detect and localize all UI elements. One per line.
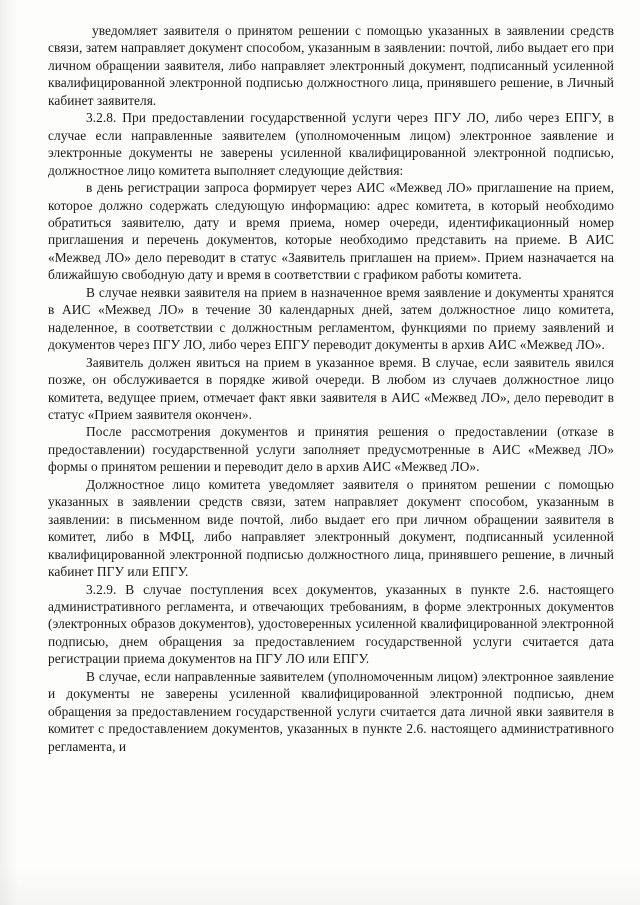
paragraph-official-notifies: Должностное лицо комитета уведомляет заявителя о принятом решении с помощью указанных в заявлении средств связи, затем направляет документ способом, указанным в заявлении: в письменном виде почтой, либо выдает его при личном обращении заявителя в комитет, либо в МФЦ, либо направляет электронный документ, подписанный усиленной квалифицированной электронной подписью должностного лица, принявшего решение, в личный кабинет ПГУ или ЕПГУ. [48,476,614,580]
paragraph-notification: уведомляет заявителя о принятом решении с помощью указанных в заявлении средств связи, затем направляет документ способом, указанным в заявлении: почтой, либо выдает его при личном обращении заявителя, либо направляет электронный документ, подписанный усиленной квалифицированной электронной подписью должностного лица, принявшего решение, в Личный кабинет заявителя. [48,23,614,108]
document-body [48,22,614,755]
paragraph-3-2-9: 3.2.9. В случае поступления всех документов, указанных в пункте 2.6. настоящего административного регламента, и отвечающих требованиям, в форме электронных документов (электронных образов документов), удостоверенных усиленной квалифицированной электронной подписью, днем обращения за предоставлением государственной услуги считается дата регистрации приема документов на ПГУ ЛО или ЕПГУ. [48,581,614,667]
paragraph-appearance: Заявитель должен явиться на прием в указанное время. В случае, если заявитель явился позже, он обслуживается в порядке живой очереди. В любом из случаев должностное лицо комитета, ведущее прием, отмечает факт явки заявителя в АИС «Межвед ЛО», дело переводит в статус «Прием заявителя окончен». [48,354,614,422]
scan-edge-shadow [0,0,18,905]
scan-bottom-shadow [0,865,640,905]
paragraph-after-review: После рассмотрения документов и принятия решения о предоставлении (отказе в предоставлении) государственной услуги заполняет предусмотренные в АИС «Межвед ЛО» формы о принятом решении и переводит дело в архив АИС «Межвед ЛО». [48,424,614,475]
paragraph-3-2-8: 3.2.8. При предоставлении государственной услуги через ПГУ ЛО, либо через ЕПГУ, в случае если направленные заявителем (уполномоченным лицом) электронное заявление и электронные документы не заверены усиленной квалифицированной электронной подписью, должностное лицо комитета выполняет следующие действия: [48,110,614,178]
paragraph-no-show: В случае неявки заявителя на прием в назначенное время заявление и документы хранятся в АИС «Межвед ЛО» в течение 30 календарных дней, затем должностное лицо комитета, наделенное, в соответствии с должностным регламентом, функциями по приему заявлений и документов через ПГУ ЛО, либо через ЕПГУ переводит документы в архив АИС «Межвед ЛО». [48,284,614,353]
paragraph-unsigned-case: В случае, если направленные заявителем (уполномоченным лицом) электронное заявление и документы не заверены усиленной квалифицированной электронной подписью, днем обращения за предоставлением государственной услуги считается дата личной явки заявителя в комитет с предоставлением документов, указанных в пункте 2.6. настоящего административного регламента, и [48,668,614,754]
paragraph-invitation: в день регистрации запроса формирует через АИС «Межвед ЛО» приглашение на прием, которое должно содержать следующую информацию: адрес комитета, в который необходимо обратиться заявителю, дату и время приема, номер очереди, идентификационный номер приглашения и перечень документов, которые необходимо представить на приеме. В АИС «Межвед ЛО» дело переводит в статус «Заявитель приглашен на прием». Прием назначается на ближайшую свободную дату и время в соответствии с графиком работы комитета. [48,180,614,283]
